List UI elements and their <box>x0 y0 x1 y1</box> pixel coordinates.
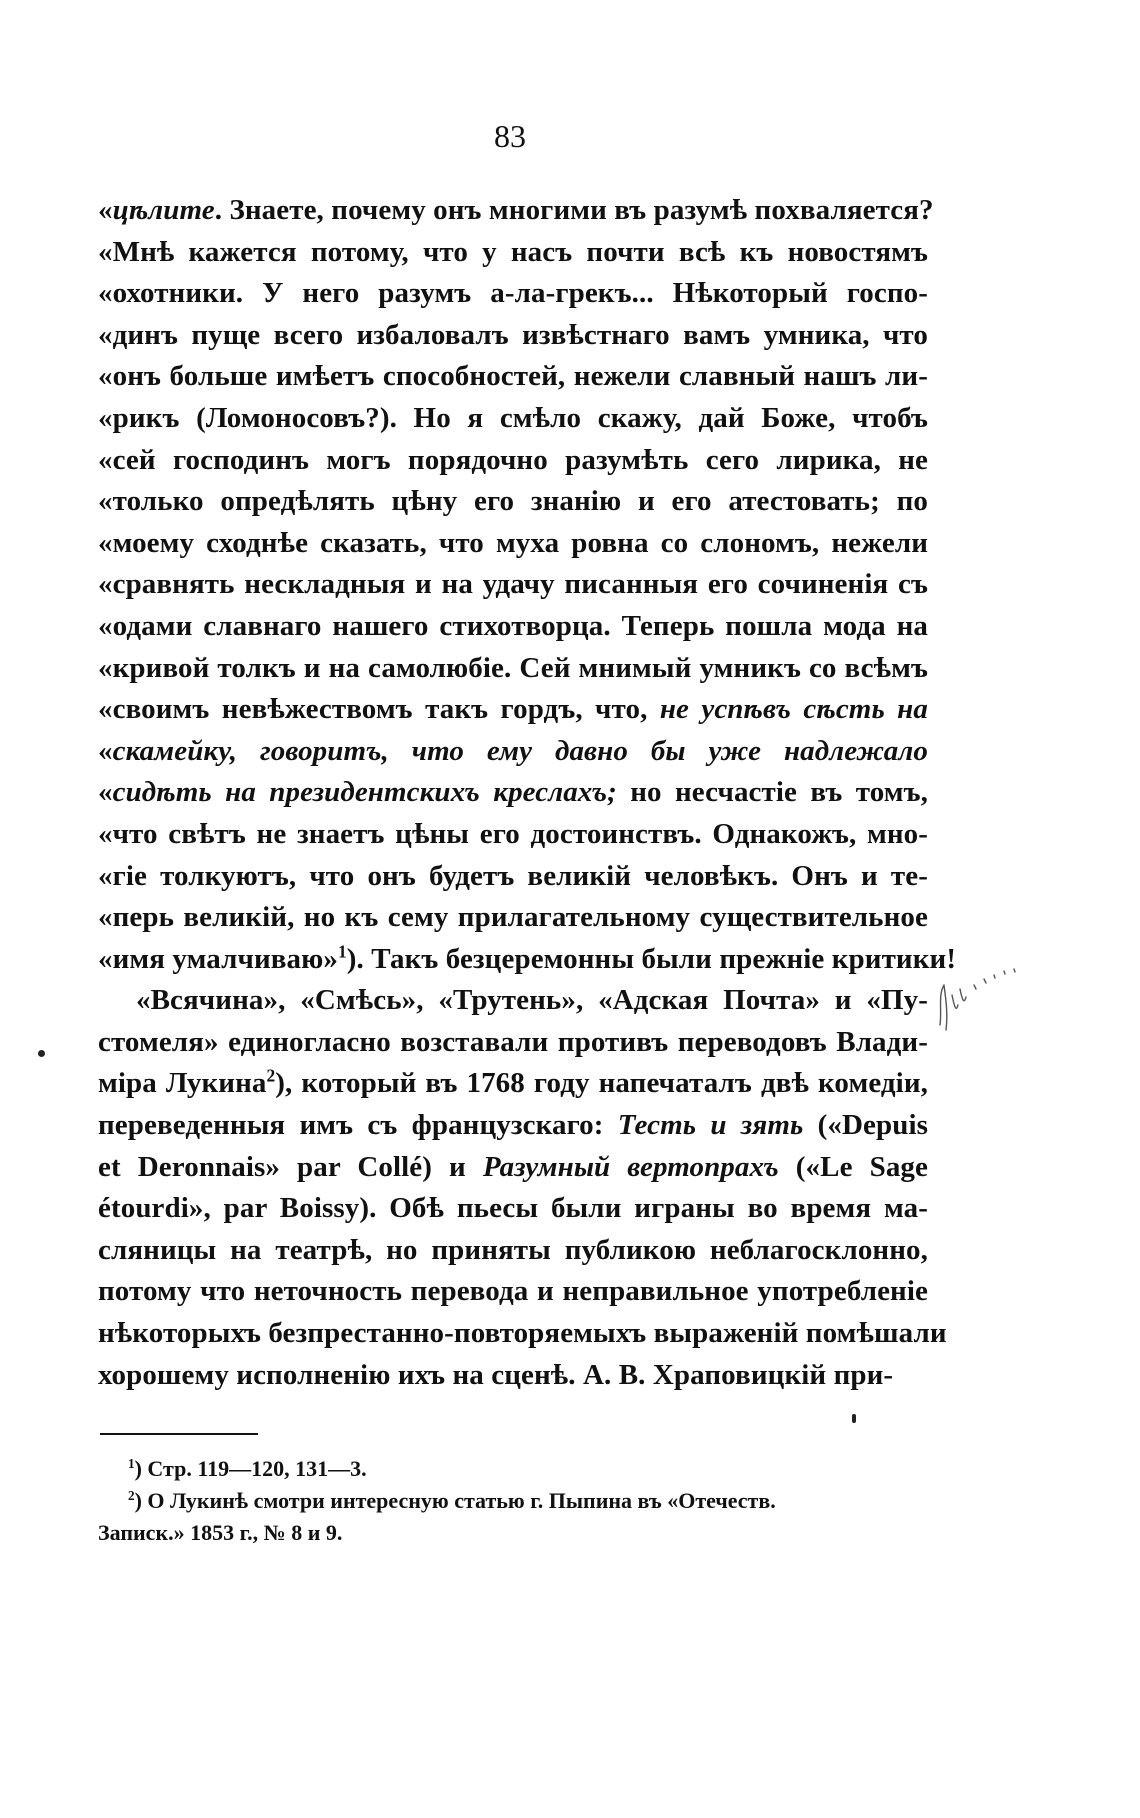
footnote: $^1$) Стр. 119—120, 131—3. <box>128 1456 367 1481</box>
footnote-ref: 2 <box>266 1066 276 1087</box>
text-line: хорошему исполненію ихъ на сценѣ. А. В. Храповицкій при- <box>98 1358 894 1391</box>
text-line: «сей господинъ могъ порядочно разумѣть сего лирика, не <box>98 443 928 476</box>
ink-speck <box>38 1050 45 1057</box>
footnote-divider <box>100 1433 258 1435</box>
text-line: потому что неточность перевода и неправильное употребленіе <box>98 1275 928 1308</box>
text-line: «Всячина», «Смѣсь», «Трутень», «Адская Почта» и «Пу- <box>136 984 928 1017</box>
body-text <box>98 190 957 1396</box>
text-line: «моему сходнѣе сказать, что муха ровна со слономъ, нежели <box>98 526 928 559</box>
footnote-continuation: Записк.» 1853 г., № 8 и 9. <box>98 1520 343 1545</box>
text-line: étourdi», par Boissy). Обѣ пьесы были играны во время ма- <box>98 1192 928 1225</box>
text-line: «сравнять нескладныя и на удачу писанныя его сочиненія съ <box>98 568 928 601</box>
footnotes <box>98 1453 928 1549</box>
text-line: «динъ пуще всего избаловалъ извѣстнаго вамъ умника, что <box>98 318 928 351</box>
text-line: «скамейку, говоритъ, что ему давно бы уже надлежало <box>98 734 928 767</box>
footnote: $^2$) О Лукинѣ смотри интересную статью г. Пыпина въ «Отечеств. <box>128 1488 776 1513</box>
text-line: «кривой толкъ и на самолюбіе. Сей мнимый умникъ со всѣмъ <box>98 651 928 684</box>
page-number: 83 <box>494 118 526 154</box>
text-line: «одами славнаго нашего стихотворца. Теперь пошла мода на <box>98 609 928 642</box>
handwritten-scribble-icon <box>930 955 1040 1045</box>
text-line: сляницы на театрѣ, но приняты публикою неблагосклонно, <box>98 1233 928 1266</box>
text-line: переведенныя имъ съ французскаго: Тесть и зять («Depuis <box>98 1109 928 1142</box>
text-line: «цѣлите. Знаете, почему онъ многими въ разумѣ похваляется? <box>98 194 934 226</box>
text-line: «сидѣть на президентскихъ креслахъ; но несчастіе въ томъ, <box>98 776 928 809</box>
text-line: «онъ больше имѣетъ способностей, нежели славный нашъ ли- <box>98 360 928 393</box>
text-line: «перь великій, но къ сему прилагательному существительное <box>98 901 928 934</box>
text-line: «гіе толкуютъ, что онъ будетъ великій человѣкъ. Онъ и те- <box>98 859 928 892</box>
text-line: «Мнѣ кажется потому, что у насъ почти всѣ къ новостямъ <box>98 235 928 268</box>
text-line: «что свѣтъ не знаетъ цѣны его достоинствъ. Однакожъ, мно- <box>98 817 928 850</box>
text-line: нѣкоторыхъ безпрестанно-повторяемыхъ выраженій помѣшали <box>98 1317 947 1350</box>
text-line: et Deronnais» par Collé) и Разумный вертопрахъ («Le Sage <box>98 1150 928 1183</box>
text-line: стомеля» единогласно возставали противъ переводовъ Влади- <box>98 1025 928 1058</box>
text-line: «охотники. У него разумъ а-ла-грекъ... Нѣкоторый госпо- <box>98 277 928 310</box>
text-line: «только опредѣлять цѣну его знанію и его атестовать; по <box>98 485 928 518</box>
text-line: «своимъ невѣжествомъ такъ гордъ, что, не успѣвъ сѣсть на <box>98 693 928 726</box>
handwritten-margin-note <box>930 955 1040 1045</box>
text-line: міра Лукина$^2$), который въ 1768 году напечаталъ двѣ комедіи, <box>98 1066 928 1100</box>
footnote-ref: 1 <box>338 941 347 962</box>
ink-speck <box>852 1414 856 1423</box>
text-line: «имя умалчиваю»$^1$). Такъ безцеремонны были прежніе критики! <box>98 941 957 975</box>
text-line: «рикъ (Ломоносовъ?). Но я смѣло скажу, дай Боже, чтобъ <box>98 401 928 434</box>
